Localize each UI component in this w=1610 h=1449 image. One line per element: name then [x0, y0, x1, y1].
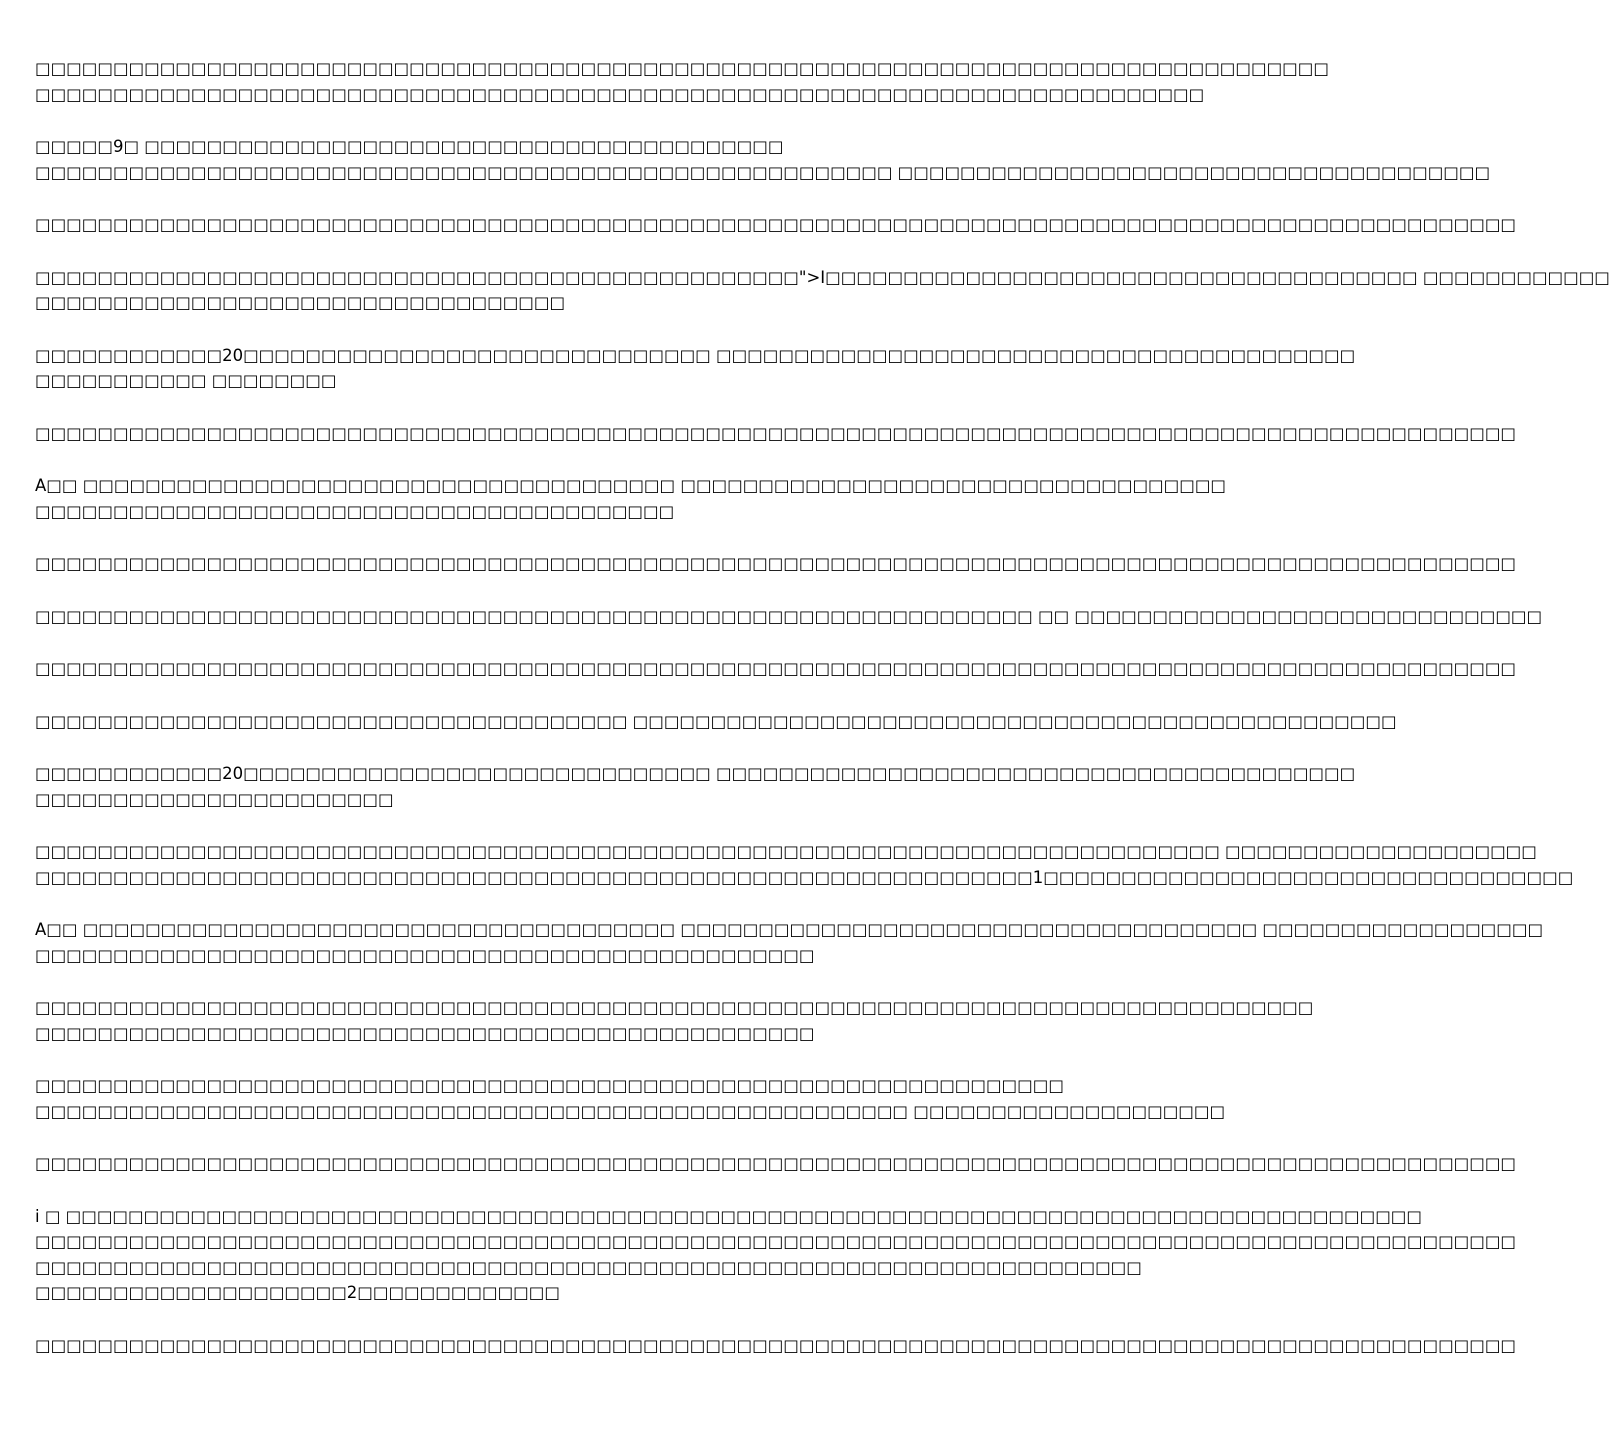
text-line: □□□□□□□□□□□□□□□□□□□□□□□□□□□□□□□□□□□□□□□□□□□□□□□□□□ [35, 1023, 815, 1043]
text-line: □□□□□□□□□□□□□□□□□□□□□□□□□□□□□□□□□□□□□□□□□□□□□□□□□□□□□□□□□□□□□□□□□□□□□□□□□□□□ □□□□□□□□□□□□□□□□□□□□ [35, 842, 1537, 861]
text-line: □□□□□□□□□□□□20□□□□□□□□□□□□□□□□□□□□□□□□□□□□□□ □□□□□□□□□□□□□□□□□□□□□□□□□□□□□□□□□□□□□□□□□ [35, 345, 1356, 365]
text-line: □□□□□□□□□□□□□□□□□□□□□□□□□□□□□□□□□□□□□□□□□□□□□□□□□□□□□□□ □□□□□□□□□□□□□□□□□□□□□□□□□□□□□□□□□□□□□□ [35, 162, 1491, 182]
text-line: □□□□□□□□□□□□□□□□□□□□□□□□□□□□□□□□□□□□□□□□□□□□□□□□□□□□□□□□□□□□□□□□ □□ □□□□□□□□□□□□□□□□□□□□□□□□□□□□□□ [35, 606, 1543, 626]
text-line: □□□□□□□□□□□□□□□□□□□□□□□□□□□□□□□□□□□□□□□□□□□□□□□□□□□□□□□□□□□□□□□□□□□□□□□□□□□□□□□□□□□□□□□□□□□□□□□ [35, 1154, 1517, 1173]
paragraph [35, 1073, 1226, 1124]
paragraph [35, 761, 1356, 812]
text-line: □□□□□9□ □□□□□□□□□□□□□□□□□□□□□□□□□□□□□□□□□□□□□□□□□ [35, 137, 784, 156]
text-line: □□□□□□□□□□□□□□□□□□□□2□□□□□□□□□□□□□ [35, 1283, 560, 1302]
text-line: □□□□□□□□□□□□□□□□□□□□□□□□□□□□□□□□□□□□□□□□□□□□□□□□□□□□□□□□□□□□□□□□□□ [35, 1076, 1064, 1095]
text-line: i □ □□□□□□□□□□□□□□□□□□□□□□□□□□□□□□□□□□□□□□□□□□□□□□□□□□□□□□□□□□□□□□□□□□□□□□□□□□□□□□□□□□□□□□□ [35, 1206, 1422, 1226]
text-line: □□□□□□□□□□□□□□□□□□□□□□□□□□□□□□□□□□□□□□□□□□□□□□□□□□□□□□□□□□□□□□□□□□□□□□□□□□□□□□□□□□□□□□□□□□□□□□□ [35, 554, 1517, 573]
text-line: □□□□□□□□□□□□□□□□□□□□□□□□□□□□□□□□□□□□□□□□□□□□□□□□□□ [35, 945, 815, 965]
document-page [35, 56, 1610, 1385]
paragraph [35, 551, 1517, 577]
paragraph [35, 1151, 1517, 1177]
text-line: □□□□□□□□□□□□□□□□□□□□□□□□□□□□□□□□□□□□□□□□□□□□□□□□□□□□□□□□□□□□□□□□□□□□□□□□□□□□□□□□□□ [35, 998, 1314, 1017]
text-line: A□□ □□□□□□□□□□□□□□□□□□□□□□□□□□□□□□□□□□□□□□ □□□□□□□□□□□□□□□□□□□□□□□□□□□□□□□□□□□□□ □□□□□□□□□□□□□□□□□□ [35, 920, 1544, 939]
text-line: □□□□□□□□□□□□□□□□□□□□□□□□□□□□□□□□□□□□□□□□□□□□□□□□□">I□□□□□□□□□□□□□□□□□□□□□□□□□□□□□□□□□□□□□□ □□□□□□□□□□□□ [35, 267, 1610, 287]
text-line: □□□□□□□□□□□□□□□□□□□□□□□□□□□□□□□□□□□□□□□□□□□□□□□□□□□□□□□□ □□□□□□□□□□□□□□□□□□□□ [35, 1101, 1226, 1121]
text-line: □□□□□□□□□□□□□□□□□□□□□□□□□□□□□□□□□□□□□□ □□□□□□□□□□□□□□□□□□□□□□□□□□□□□□□□□□□□□□□□□□□□□□□□□ [35, 711, 1397, 731]
paragraph [35, 134, 1491, 185]
paragraph [35, 1333, 1517, 1359]
paragraph [35, 604, 1543, 630]
paragraph [35, 343, 1356, 394]
paragraph [35, 421, 1517, 447]
paragraph [35, 473, 1226, 524]
text-line: □□□□□□□□□□□□□□□□□□□□□□□□□□□□□□□□□□□□□□□□□□□□□□□□□□□□□□□□□□□□□□□□□□□□□□□□□□□□□□□□□□□□□□□□□□□□□□□ [35, 1335, 1517, 1355]
text-line: □□□□□□□□□□□□□□□□□□□□□□□□□□□□□□□□□□□□□□□□□□□□□□□□□□□□□□□□□□□□□□□□□□□□□□□□□□□□□□□□□□□ [35, 59, 1329, 78]
text-line: □□□□□□□□□□□□□□□□□□□□□□□□□□□□□□□□□□□□□□□□□□□□□□□□□□□□□□□□□□□□□□□□□□□□□□□□□□□□□□□□□□□□□□□□□□□□□□□ [35, 1232, 1517, 1251]
text-line: □□□□□□□□□□□□□□□□□□□□□□□□□□□□□□□□□□□□□□□□□□□□□□□□□□□□□□□□□□□□□□□□□□□□□□□ [35, 1257, 1142, 1277]
paragraph [35, 56, 1329, 107]
paragraph [35, 656, 1517, 682]
text-line: □□□□□□□□□□□□□□□□□□□□□□□□□□□□□□□□□□□□□□□□□□□□□□□□□□□□□□□□□□□□□□□□□□□□□□□□□□□□□□□□□□□□□□□□□□□□□□□ [35, 215, 1517, 234]
text-line: □□□□□□□□□□□□□□□□□□□□□□□□□□□□□□□□□□□□□□□□□ [35, 501, 675, 521]
text-line: A□□ □□□□□□□□□□□□□□□□□□□□□□□□□□□□□□□□□□□□□□ □□□□□□□□□□□□□□□□□□□□□□□□□□□□□□□□□□□ [35, 476, 1226, 495]
text-line: □□□□□□□□□□□□□□□□□□□□□□□ [35, 789, 394, 809]
paragraph [35, 917, 1544, 968]
paragraph [35, 995, 1314, 1046]
text-line: □□□□□□□□□□□□□□□□□□□□□□□□□□□□□□□□□□ [35, 293, 566, 312]
text-line: □□□□□□□□□□□□□□□□□□□□□□□□□□□□□□□□□□□□□□□□□□□□□□□□□□□□□□□□□□□□□□□□□□□□□□□□□□□□□□□□□□□□□□□□□□□□□□□ [35, 423, 1517, 443]
text-line: □□□□□□□□□□□□□□□□□□□□□□□□□□□□□□□□□□□□□□□□□□□□□□□□□□□□□□□□□□□□□□□□□□□□□□□□□□□□□□□□□□□□□□□□□□□□□□□ [35, 659, 1517, 678]
text-line: □□□□□□□□□□□ □□□□□□□□ [35, 371, 337, 390]
text-line: □□□□□□□□□□□□□□□□□□□□□□□□□□□□□□□□□□□□□□□□□□□□□□□□□□□□□□□□□□□□□□□□□□□□□□□□□□□ [35, 84, 1205, 104]
paragraph [35, 709, 1397, 735]
paragraph [35, 839, 1574, 890]
text-line: □□□□□□□□□□□□20□□□□□□□□□□□□□□□□□□□□□□□□□□□□□□ □□□□□□□□□□□□□□□□□□□□□□□□□□□□□□□□□□□□□□□□□ [35, 764, 1356, 783]
paragraph [35, 212, 1517, 238]
paragraph [35, 265, 1610, 316]
paragraph [35, 1204, 1517, 1306]
text-line: □□□□□□□□□□□□□□□□□□□□□□□□□□□□□□□□□□□□□□□□□□□□□□□□□□□□□□□□□□□□□□□□1□□□□□□□□□□□□□□□□□□□□□□□□□□□□□□□□□□ [35, 867, 1574, 887]
